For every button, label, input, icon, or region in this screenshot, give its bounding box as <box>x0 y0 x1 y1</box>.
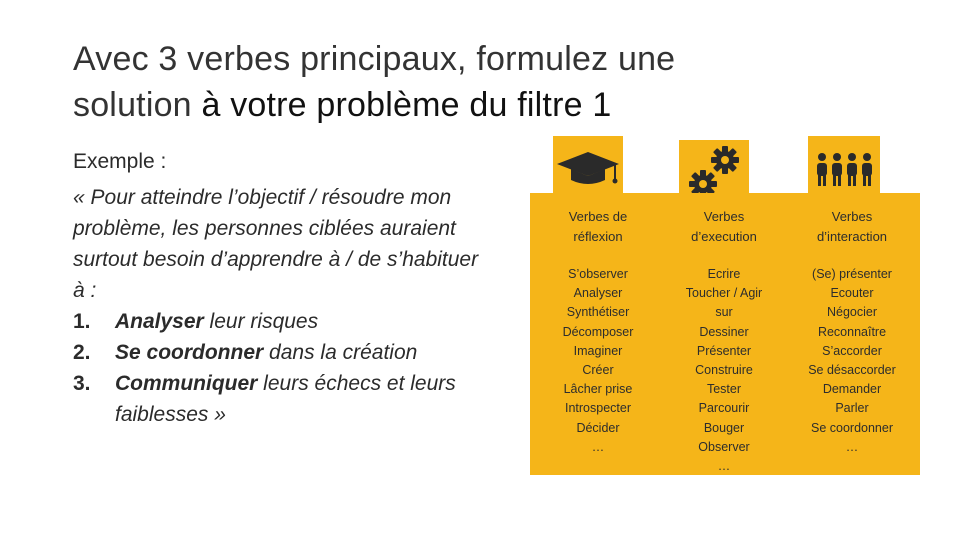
example-list-item <box>73 368 493 430</box>
list-item: Se désaccorder <box>808 363 896 378</box>
column-header-line: Verbes <box>703 209 745 224</box>
example-list-item <box>73 306 493 337</box>
slide-title <box>73 36 933 128</box>
people-group-icon <box>808 136 880 196</box>
list-text <box>115 368 493 430</box>
column-items <box>656 265 792 476</box>
column-execution <box>656 193 792 475</box>
list-item: Dessiner <box>699 324 749 339</box>
graduation-cap-icon <box>553 136 623 196</box>
list-item: Ecrire <box>707 267 741 281</box>
list-item: S’accorder <box>822 343 882 358</box>
example-block <box>73 148 493 430</box>
list-number: 3. <box>73 372 91 395</box>
list-item: Ecouter <box>830 286 874 301</box>
list-item: Imaginer <box>573 343 623 358</box>
list-number: 1. <box>73 310 91 333</box>
list-item: … <box>717 459 731 474</box>
column-header-line: Verbes <box>831 209 873 224</box>
list-item: Parcourir <box>698 401 750 416</box>
list-text <box>115 306 318 337</box>
column-reflexion <box>530 193 666 475</box>
list-item: Toucher / Agir <box>685 286 763 301</box>
list-verb: Se coordonner <box>115 341 264 364</box>
column-header-line: Verbes de <box>568 209 628 224</box>
list-item: Se coordonner <box>810 420 893 435</box>
list-item: Construire <box>695 363 753 378</box>
column-interaction <box>784 193 920 475</box>
list-item: S’observer <box>568 267 628 281</box>
column-header-line: réflexion <box>573 229 623 244</box>
list-number: 2. <box>73 341 91 364</box>
list-rest: dans la création <box>263 341 418 364</box>
title-line-1: Avec 3 verbes principaux, formulez une <box>73 40 676 78</box>
example-quote: « Pour atteindre l’objectif / résoudre mon problème, les personnes ciblées auraient surtout besoin d’apprendre à / de s’habituer à : <box>73 186 479 302</box>
title-line-2 <box>73 82 933 128</box>
list-item: Synthétiser <box>566 305 630 320</box>
list-verb: Communiquer <box>115 372 258 395</box>
list-item: (Se) présenter <box>812 267 892 281</box>
column-header <box>530 207 666 247</box>
list-item: Lâcher prise <box>563 382 633 397</box>
title-line-2-emphasis: à votre problème du filtre 1 <box>201 86 612 124</box>
list-verb: Analyser <box>115 310 204 333</box>
list-item: Négocier <box>826 305 878 320</box>
list-text <box>115 337 417 368</box>
list-item: Tester <box>706 382 742 397</box>
list-item: Créer <box>582 363 614 378</box>
list-item: Décomposer <box>562 324 634 339</box>
list-rest: leurs échecs et leurs faiblesses » <box>115 372 456 426</box>
list-item: Présenter <box>696 343 752 358</box>
list-item: Observer <box>698 439 750 454</box>
column-header <box>656 207 792 247</box>
list-item: … <box>845 439 859 454</box>
column-items <box>530 265 666 457</box>
column-items <box>784 265 920 457</box>
example-list <box>73 306 493 430</box>
column-header-line: d’interaction <box>816 229 888 244</box>
list-item: Analyser <box>573 286 623 301</box>
column-header <box>784 207 920 247</box>
list-item: … <box>591 439 605 454</box>
list-item: Parler <box>835 401 869 416</box>
list-item: Demander <box>822 382 882 397</box>
example-label: Exemple : <box>73 150 167 173</box>
list-rest: leur risques <box>203 310 319 333</box>
title-line-2-plain: solution <box>73 86 202 124</box>
list-item: Reconnaître <box>817 324 887 339</box>
list-item: Décider <box>576 420 620 435</box>
example-list-item <box>73 337 493 368</box>
list-item: sur <box>715 305 733 320</box>
list-item: Introspecter <box>564 401 631 416</box>
column-header-line: d’execution <box>691 229 757 244</box>
list-item: Bouger <box>703 420 745 435</box>
